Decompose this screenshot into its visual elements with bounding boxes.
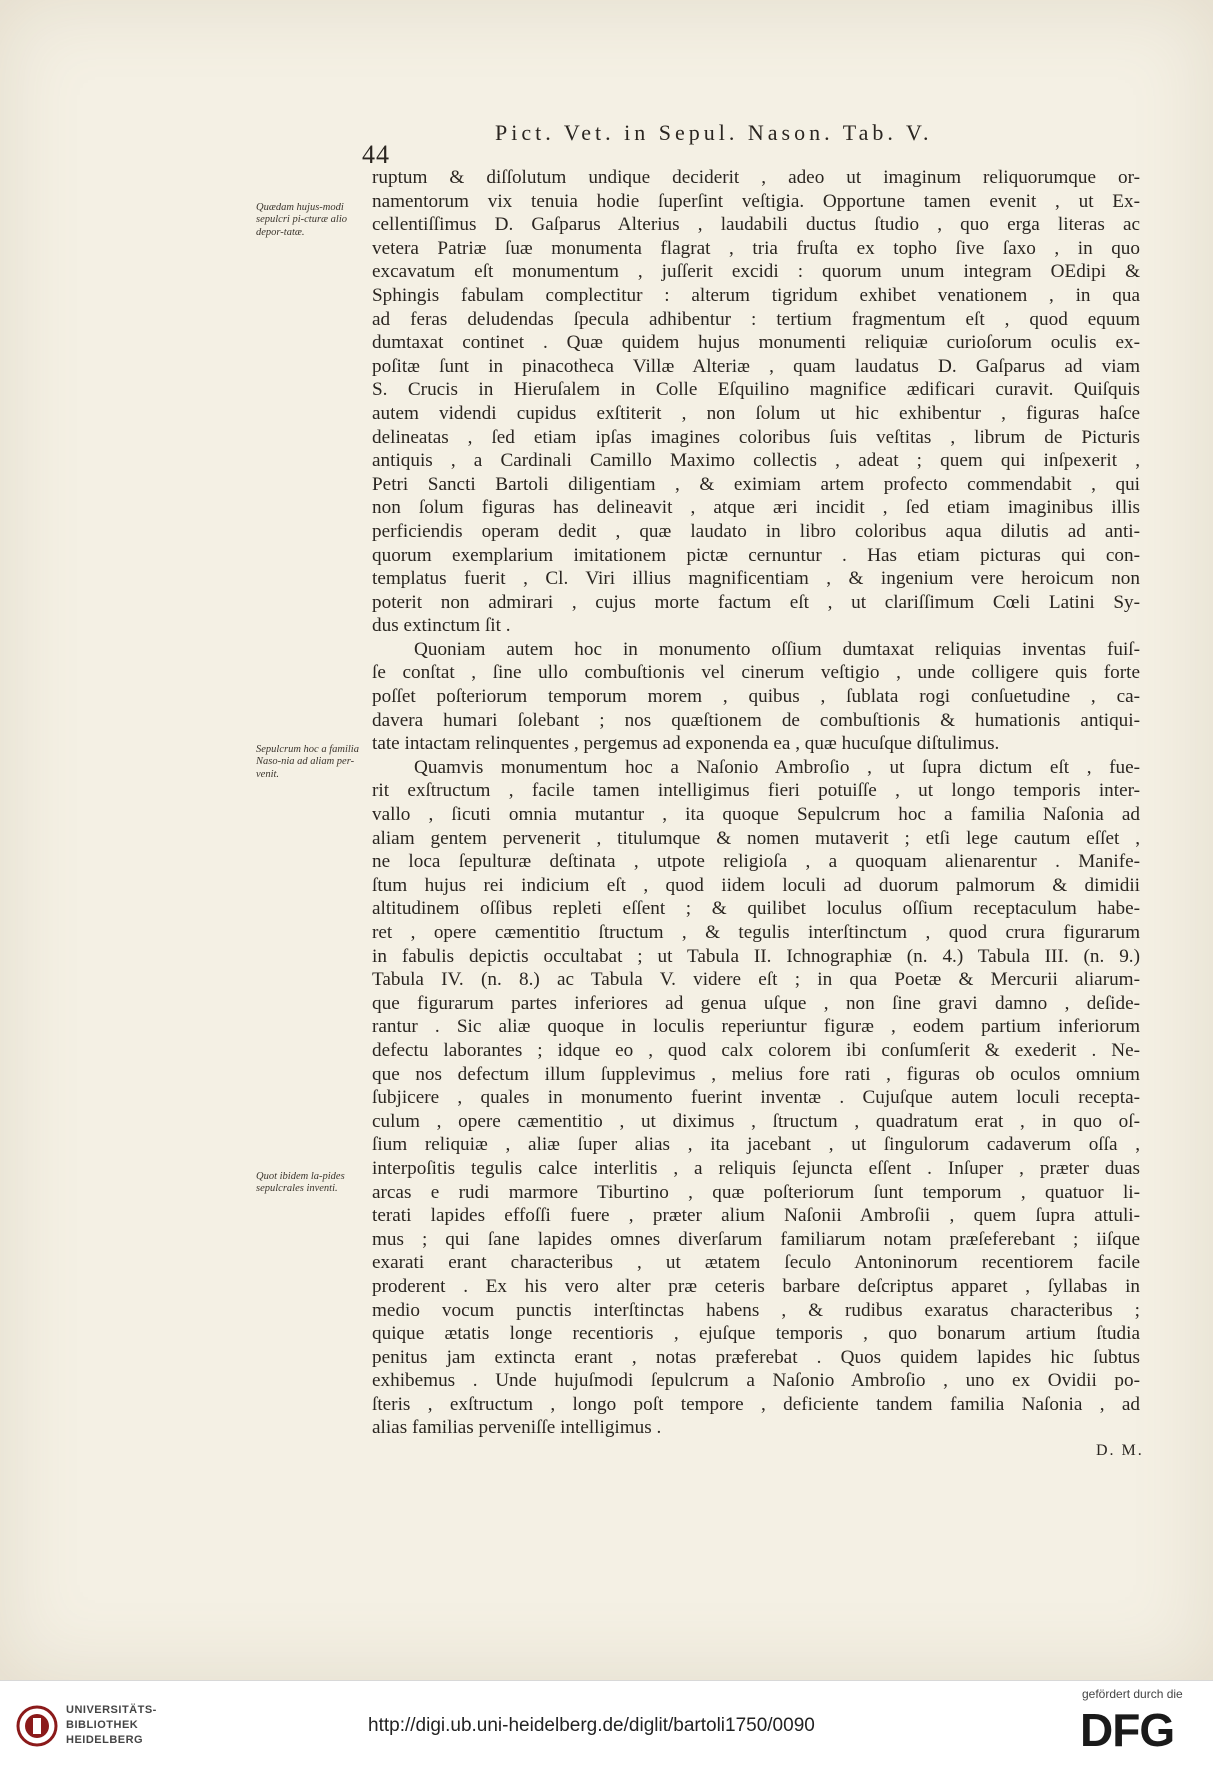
signature-initials: D. M. [1096,1442,1144,1459]
text-line: terati lapides effoſſi fuere , præter alium Naſonii Ambroſii , quem ſupra attuli- [372,1205,1140,1227]
library-name [66,1703,157,1748]
paragraph [372,166,1140,638]
text-line: quique ætatis longe recentioris , ejuſque temporis , quo bonarum artium ſtudia [372,1323,1140,1345]
margin-note: Quot ibidem la-pides sepulcrales inventi. [256,1171,345,1195]
text-line: delineatas , ſed etiam ipſas imagines coloribus ſuis veſtitas , librum de Picturis [372,426,1140,448]
text-line: exhibemus . Unde hujuſmodi ſepulcrum a Naſonio Ambroſio , uno ex Ovidii po- [372,1370,1140,1392]
text-line: ſteris , exſtructum , longo poſt tempore , deficiente tandem familia Naſonia , ad [372,1393,1140,1415]
text-line: Quoniam autem hoc in monumento oſſium dumtaxat reliquias inventas fuiſ- [414,638,1140,660]
text-line: dus extinctum ſit . [372,615,511,637]
main-text [372,166,1140,1440]
text-line: medio vocum punctis interſtinctas habens , & rudibus exaratus characteribus ; [372,1299,1140,1321]
text-line: penitus jam extincta erant , notas præferebat . Quos quidem lapides hic ſubtus [372,1346,1140,1368]
university-seal-icon [16,1705,58,1747]
text-line: Quamvis monumentum hoc a Naſonio Ambroſio , ut ſupra dictum eſt , fue- [414,756,1140,778]
library-name-line: UNIVERSITÄTS- [66,1704,157,1716]
text-line: vetera Patriæ ſuæ monumenta flagrat , tria fruſta ex topho ſive ſaxo , in quo [372,237,1140,259]
text-line: culum , opere cæmentitio , ut diximus , ſtructum , quadratum erat , in quo oſ- [372,1110,1140,1132]
text-line: namentorum vix tenuia hodie ſuperſint veſtigia. Opportune tamen evenit , ut Ex- [372,190,1140,212]
text-line: ſubjicere , quales in monumento fuerint inventæ . Cujuſque autem loculi recepta- [372,1087,1140,1109]
text-line: vallo , ſicuti omnia mutantur , ita quoque Sepulcrum hoc a familia Naſonia ad [372,804,1140,826]
text-line: quorum exemplarium imitationem pictæ cernuntur . Has etiam picturas qui con- [372,544,1140,566]
text-line: rantur . Sic aliæ quoque in loculis reperiuntur figuræ , eodem partium inferiorum [372,1016,1140,1038]
text-line: interpoſitis tegulis calce interlitis , a reliquis ſejuncta eſſent . Inſuper , præter duas [372,1157,1140,1179]
text-line: altitudinem oſſibus repleti eſſent ; & quilibet loculus oſſium receptaculum habe- [372,898,1140,920]
margin-note: Quædam hujus-modi sepulcri pi-cturæ alio depor-tatæ. [256,202,347,238]
text-line: ſium reliquiæ , aliæ ſuper alias , ita jacebant , ut ſingulorum cadaverum oſſa , [372,1134,1140,1156]
text-line: mus ; qui ſane lapides omnes diverſarum familiarum notam præſeferebant ; iiſque [372,1228,1140,1250]
text-line: que nos defectum illum ſupplevimus , melius fore rati , figuras ob oculos omnium [372,1063,1140,1085]
text-line: in fabulis depictis occultabat ; ut Tabula II. Ichnographiæ (n. 4.) Tabula III. (n. 9.) [372,945,1140,967]
text-line: que figurarum partes inferiores ad genua uſque , non ſine gravi damno , deſide- [372,992,1140,1014]
paragraph [372,638,1140,756]
text-line: ret , opere cæmentitio ſtructum , & tegulis interſtinctum , quod crura figurarum [372,922,1140,943]
text-line: Sphingis fabulam complectitur : alterum tigridum exhibet venationem , in qua [372,284,1140,306]
text-line: arcas e rudi marmore Tiburtino , quæ poſteriorum ſunt temporum , quatuor li- [372,1181,1140,1203]
text-line: proderent . Ex his vero alter præ ceteris barbare deſcriptus apparet , ſyllabas in [372,1275,1140,1297]
viewer-footer [0,1680,1213,1768]
paragraph [372,756,1140,1440]
text-line: alias familias perveniſſe intelligimus . [372,1417,662,1439]
permalink-url[interactable]: http://digi.ub.uni-heidelberg.de/diglit/bartoli1750/0090 [368,1715,815,1736]
text-line: Petri Sancti Bartoli diligentiam , & eximiam artem profecto commendabit , qui [372,473,1140,495]
text-line: ſtum hujus rei indicium eſt , quod iidem loculi ad duorum palmorum & dimidii [372,874,1140,896]
running-head: Pict. Vet. in Sepul. Nason. Tab. V. [495,120,933,145]
text-line: ruptum & diſſolutum undique deciderit , adeo ut imaginum reliquorumque or- [372,167,1140,188]
text-line: defectu laborantes ; idque eo , quod calx colorem ibi conſumſerit & exederit . Ne- [372,1039,1140,1061]
text-line: ne loca ſepulturæ deſtinata , utpote religioſa , a quoquam alienarentur . Manife- [372,851,1140,873]
text-line: non ſolum figuras has delineavit , atque æri incidit , ſed etiam imaginibus illis [372,497,1140,519]
text-line: autem videndi cupidus exſtiterit , non ſolum ut hic exhibentur , figuras haſce [372,402,1140,424]
text-line: ſe conſtat , ſine ullo combuſtionis vel cinerum veſtigio , unde colligere quis forte [372,662,1140,684]
text-line: poſitæ ſunt in pinacotheca Villæ Alteriæ , quam laudatus D. Gaſparus ad viam [372,355,1140,377]
funding-label: gefördert durch die [1082,1687,1183,1701]
library-name-line: HEIDELBERG [66,1734,144,1746]
text-line: davera humari ſolebant ; nos quæſtionem de combuſtionis & humationis antiqui- [372,709,1140,731]
text-line: poterit non admirari , cujus morte factum eſt , ut clariſſimum Cœli Latini Sy- [372,591,1140,613]
text-line: aliam gentem pervenerit , titulumque & nomen mutaverit ; etſi lege cautum eſſet , [372,827,1140,849]
text-line: rit exſtructum , facile tamen intelligimus fieri potuiſſe , ut longo temporis inter- [372,780,1140,802]
library-name-line: BIBLIOTHEK [66,1719,139,1731]
margin-note: Sepulcrum hoc a familia Naso-nia ad aliam per-venit. [256,744,359,780]
dfg-logo: DFG [1080,1704,1175,1756]
text-line: excavatum eſt monumentum , juſſerit excidi : quorum unum integram OEdipi & [372,261,1140,283]
text-line: cellentiſſimus D. Gaſparus Alterius , laudabili ductus ſtudio , quo erga literas ac [372,214,1140,236]
text-line: templatus fuerit , Cl. Viri illius magnificentiam , & ingenium vere heroicum non [372,568,1140,590]
text-line: dumtaxat continet . Quæ quidem hujus monumenti reliquiæ curioſorum oculis ex- [372,332,1140,354]
text-line: ad feras deludendas ſpecula adhibentur : tertium fragmentum eſt , quod equum [372,308,1140,330]
text-line: antiquis , a Cardinali Camillo Maximo collectis , adeat ; quem qui inſpexerit , [372,450,1140,472]
text-line: exarati erant characteribus , ut ætatem ſeculo Antoninorum recentiorem facile [372,1252,1140,1274]
text-line: perficiendis operam dedit , quæ laudato in libro coloribus aqua dilutis ad anti- [372,520,1140,542]
text-line: Tabula IV. (n. 8.) ac Tabula V. videre eſt ; in qua Poetæ & Mercurii aliarum- [372,969,1140,991]
text-line: S. Crucis in Hieruſalem in Colle Eſquilino magnifice ædificari curavit. Quiſquis [372,379,1140,401]
page-number: 44 [362,140,390,169]
text-line: tate intactam relinquentes , pergemus ad exponenda ea , quæ hucuſque diſtulimus. [372,733,1000,755]
text-line: poſſet poſteriorum temporum morem , quibus , ſublata rogi conſuetudine , ca- [372,686,1140,708]
